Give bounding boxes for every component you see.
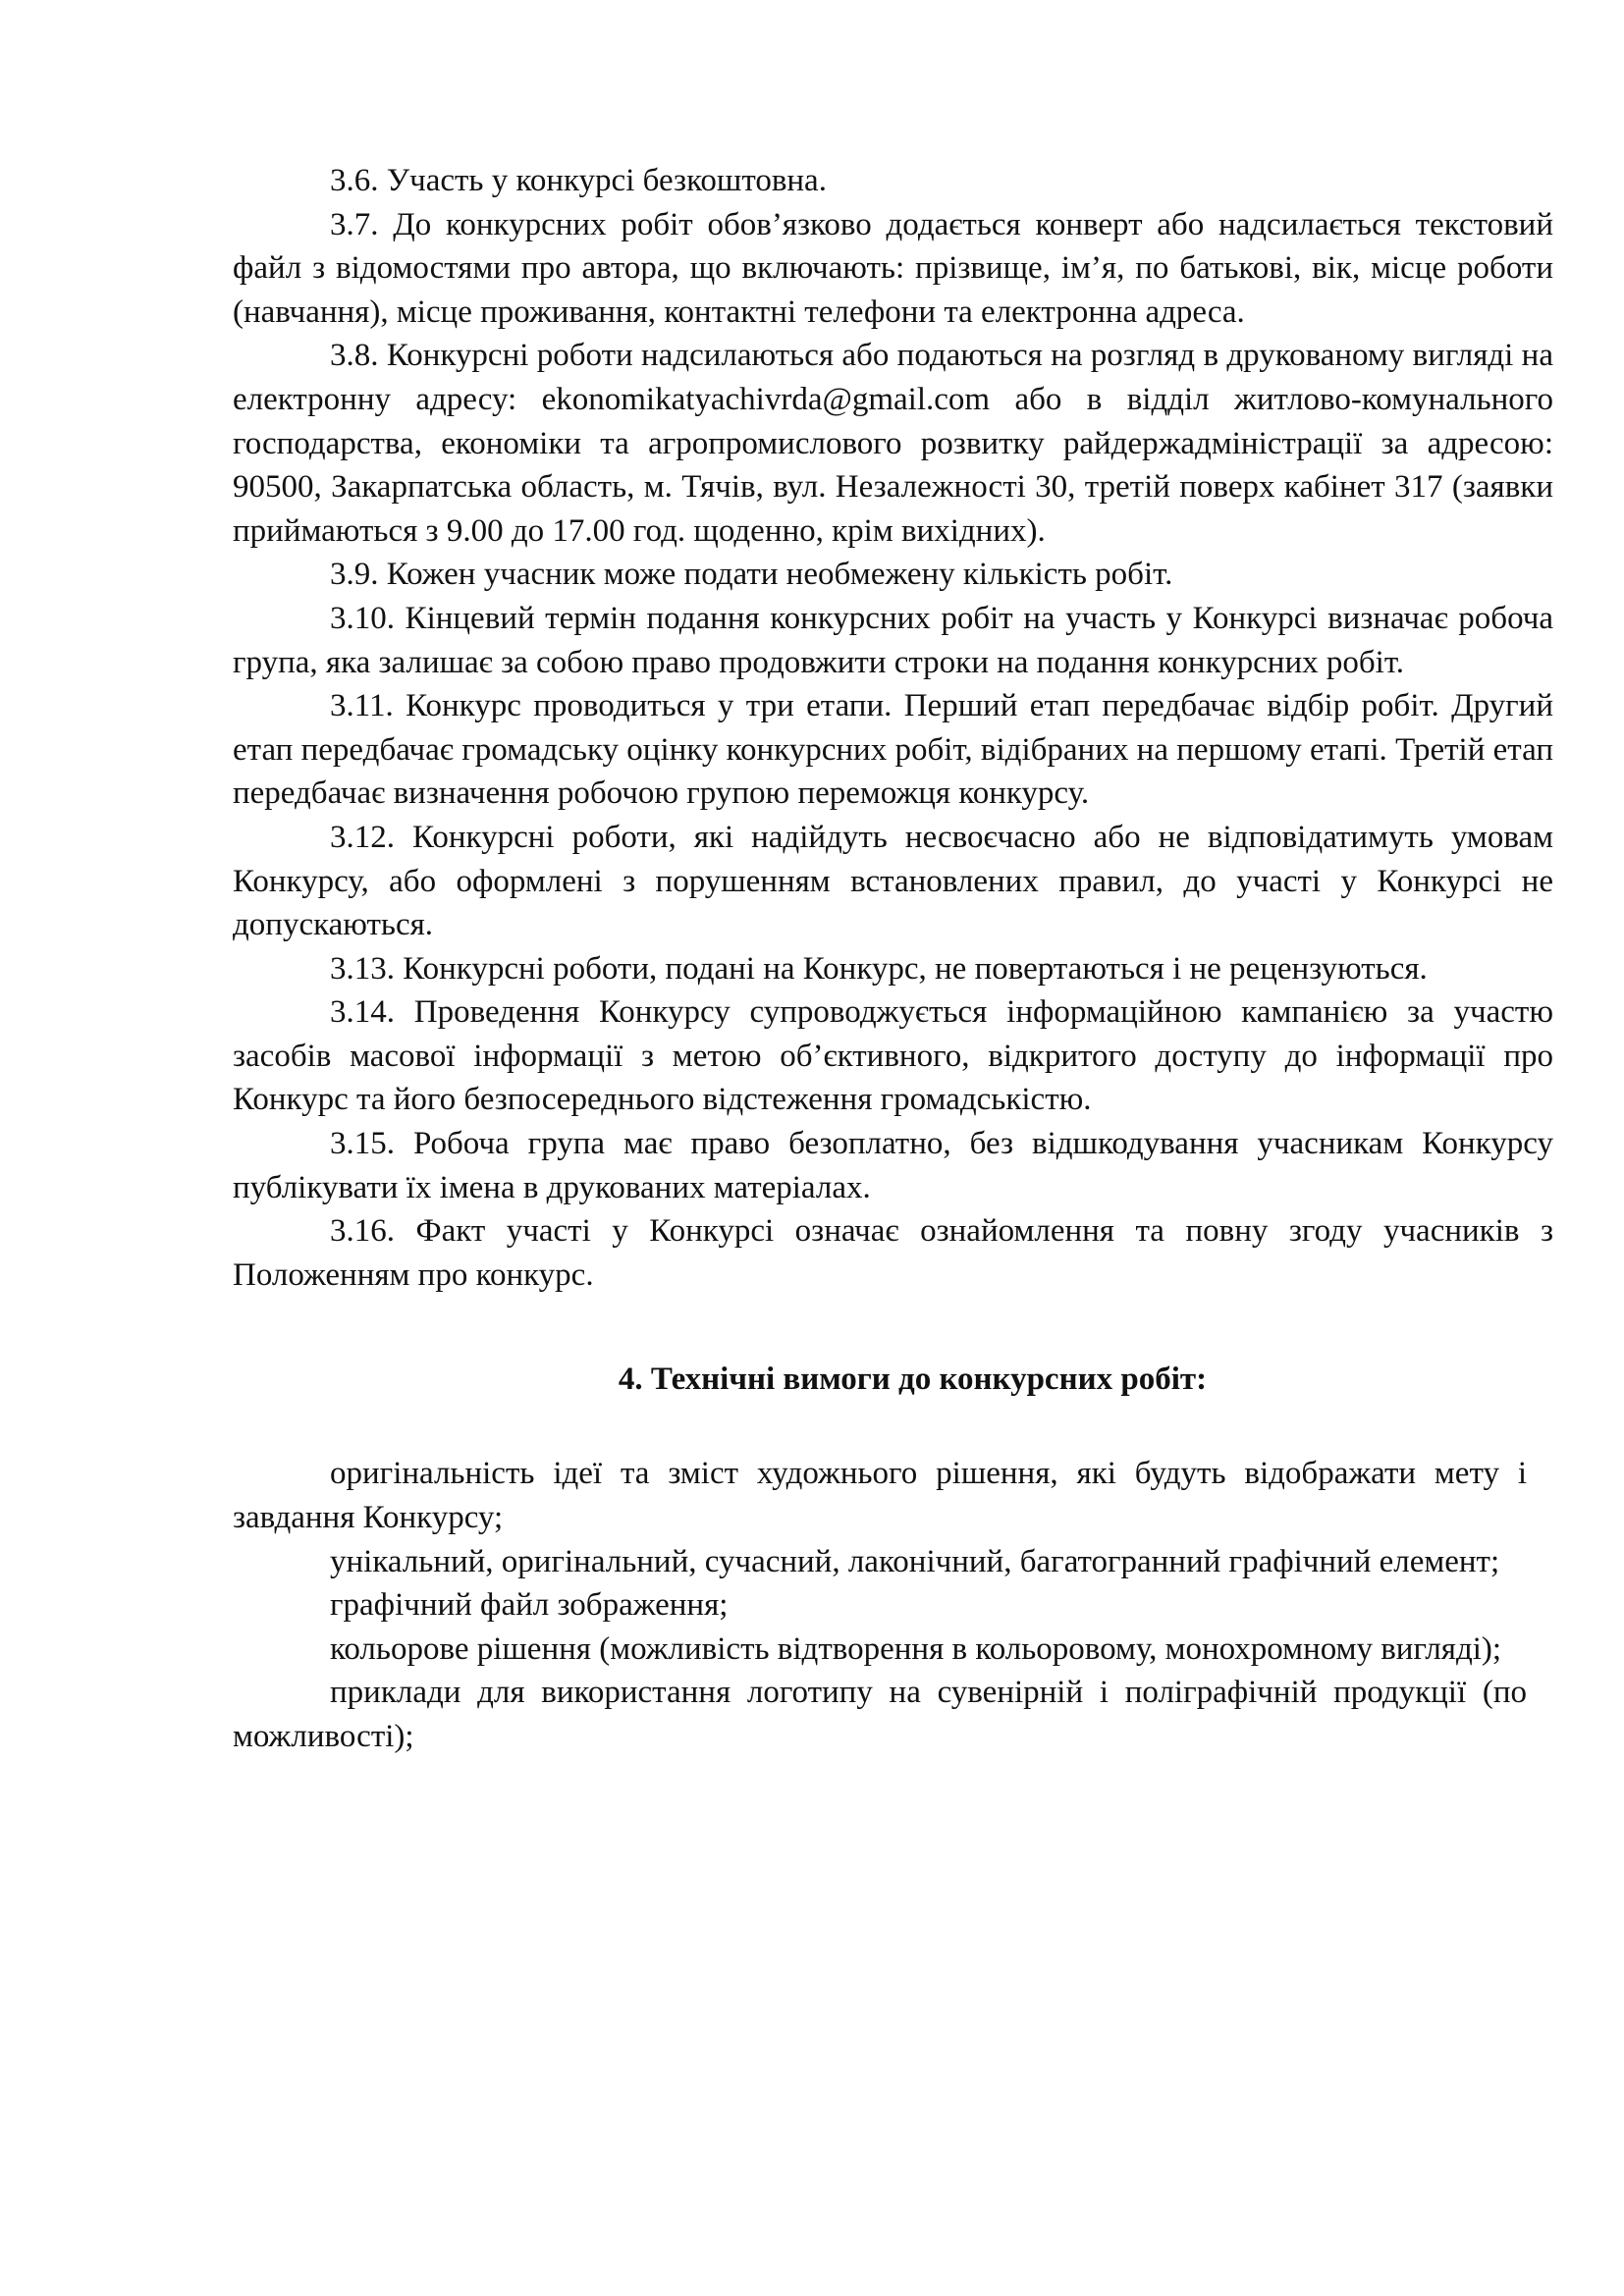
clause-3-9: 3.9. Кожен учасник може подати необмежену кількість робіт.	[330, 557, 1173, 593]
clause-3-7: 3.7. До конкурсних робіт обов’язково додається конверт або надсилається текстовий файл з відомостями про автора, що включають: прізвище, ім’я, по батькові, вік, місце роботи (навчання), місце проживання, контактні телефони та електронна адреса.	[233, 206, 1553, 330]
document-page	[233, 159, 1553, 1759]
clause-3-11: 3.11. Конкурс проводиться у три етапи. Перший етап передбачає відбір робіт. Другий етап передбачає громадську оцінку конкурсних робіт, відібраних на першому етапі. Третій етап передбачає визначення робочою групою переможця конкурсу.	[233, 688, 1553, 812]
clause-3-12: 3.12. Конкурсні роботи, які надійдуть несвоєчасно або не відповідатимуть умовам Конкурсу, або оформлені з порушенням встановлених правил, до участі у Конкурсі не допускаються.	[233, 819, 1553, 943]
clause-3-16: 3.16. Факт участі у Конкурсі означає ознайомлення та повну згоду учасників з Положенням про конкурс.	[233, 1213, 1553, 1293]
requirement-item: приклади для використання логотипу на сувенірній і поліграфічній продукції (по можливості);	[233, 1675, 1527, 1754]
requirement-item: унікальний, оригінальний, сучасний, лаконічний, багатогранний графічний елемент;	[330, 1543, 1500, 1579]
clause-3-13: 3.13. Конкурсні роботи, подані на Конкурс, не повертаються і не рецензуються.	[330, 950, 1428, 987]
requirement-item: кольорове рішення (можливість відтворення в кольоровому, монохромному вигляді);	[330, 1630, 1502, 1667]
clause-3-15: 3.15. Робоча група має право безоплатно, без відшкодування учасникам Конкурсу публікувати їх імена в друкованих матеріалах.	[233, 1126, 1553, 1205]
requirement-item: графічний файл зображення;	[330, 1587, 729, 1624]
clause-3-8: 3.8. Конкурсні роботи надсилаються або подаються на розгляд в друкованому вигляді на електронну адресу: ekonomikatyachivrda@gmail.com або в відділ житлово-комунального господарства, економіки та агропромислового розвитку райдержадміністрації за адресою: 90500, Закарпатська область, м. Тячів, вул. Незалежності 30, третій поверх кабінет 317 (заявки приймаються з 9.00 до 17.00 год. щоденно, крім вихідних).	[233, 338, 1553, 549]
section-heading-technical-requirements: 4. Технічні вимоги до конкурсних робіт:	[618, 1362, 1208, 1398]
clause-3-6: 3.6. Участь у конкурсі безкоштовна.	[330, 163, 827, 198]
clause-3-14: 3.14. Проведення Конкурсу супроводжується інформаційною кампанією за участю засобів масової інформації з метою об’єктивного, відкритого доступу до інформації про Конкурс та його безпосереднього відстеження громадськістю.	[233, 994, 1553, 1118]
requirement-item: оригінальність ідеї та зміст художнього рішення, які будуть відображати мету і завдання Конкурсу;	[233, 1456, 1527, 1536]
clause-3-10: 3.10. Кінцевий термін подання конкурсних робіт на участь у Конкурсі визначає робоча група, яка залишає за собою право продовжити строки на подання конкурсних робіт.	[233, 600, 1553, 680]
